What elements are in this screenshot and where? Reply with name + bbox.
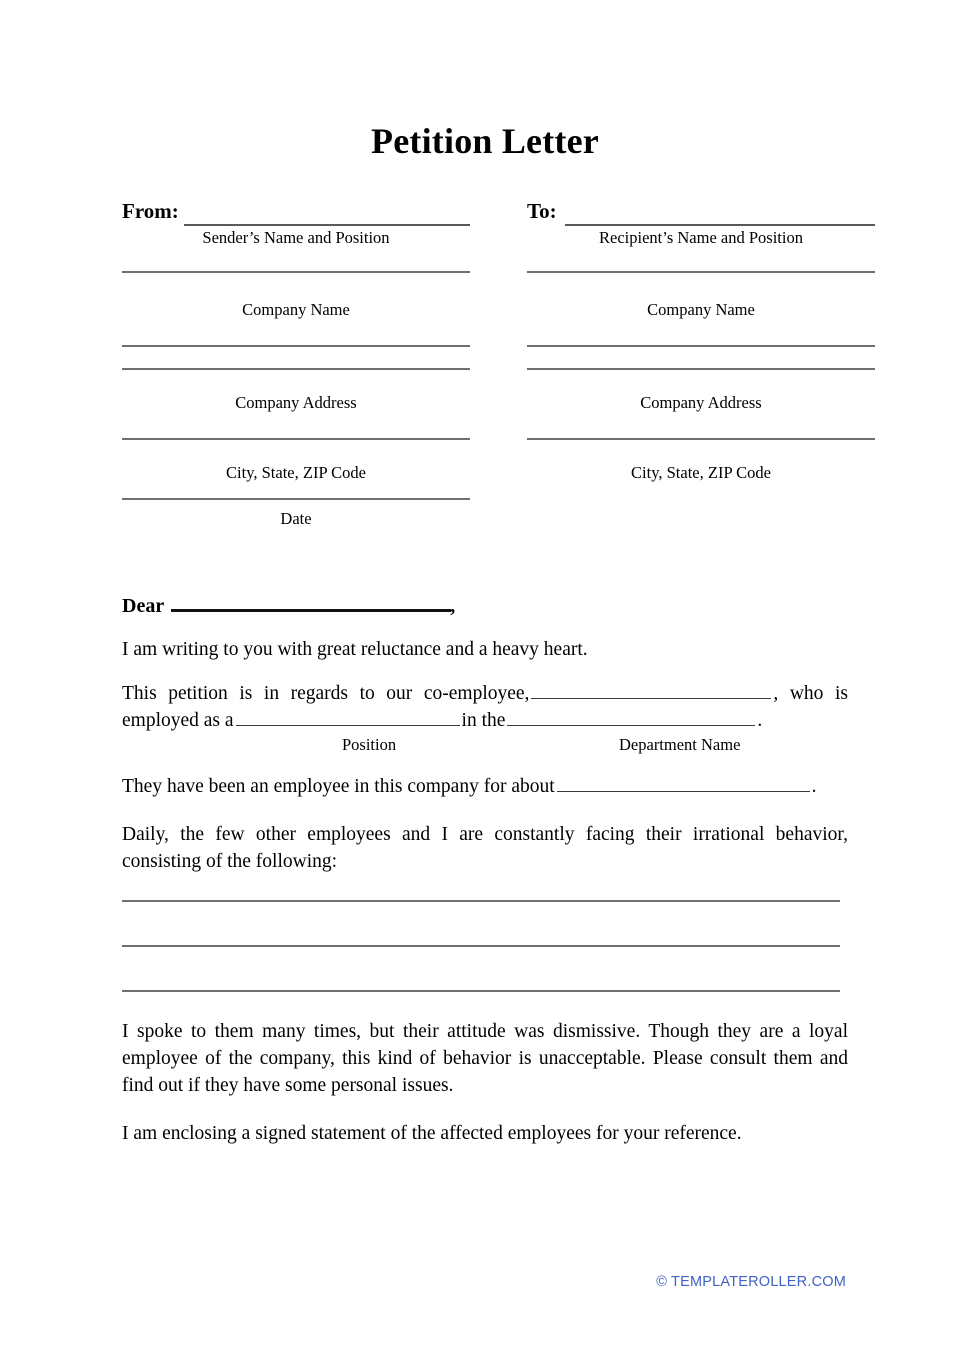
- caption-department-name: Department Name: [619, 735, 741, 754]
- salutation-label: Dear: [122, 595, 165, 617]
- p2-text-part-3: in the: [461, 710, 506, 731]
- sender-header-row: [122, 198, 470, 228]
- body-paragraph-1: I am writing to you with great reluctance and a heavy heart.: [122, 639, 588, 660]
- recipient-name-field-rule[interactable]: [565, 224, 875, 226]
- salutation-name-field[interactable]: [171, 592, 451, 612]
- to-label: To:: [527, 199, 557, 223]
- p2-text-part-1: This petition is in regards to our co-employee,: [122, 683, 530, 704]
- letter-closing: [122, 1018, 848, 1147]
- templateroller-watermark[interactable]: © TEMPLATEROLLER.COM: [656, 1274, 846, 1290]
- p2-text-part-4: .: [757, 710, 763, 731]
- date-caption: Date: [280, 509, 312, 528]
- page-title: Petition Letter: [371, 121, 599, 161]
- sender-caption-company-address: Company Address: [235, 393, 357, 412]
- body-paragraph-4: Daily, the few other employees and I are constantly facing their irrational behavior, consisting of the following:: [122, 824, 848, 872]
- recipient-caption-company-address: Company Address: [640, 393, 762, 412]
- write-line-3[interactable]: [122, 990, 840, 992]
- from-label: From:: [122, 199, 179, 223]
- recipient-header-row: [527, 198, 875, 228]
- date-block: [122, 498, 470, 529]
- p3-text-part-2: .: [811, 776, 817, 797]
- sender-caption-name-position: Sender’s Name and Position: [202, 228, 390, 247]
- p2-text-part-2: , who is employed as a: [122, 683, 848, 731]
- body-paragraph-3: [122, 773, 848, 800]
- body-paragraph-5: I spoke to them many times, but their attitude was dismissive. Though they are a loyal employee of the company, this kind of behavior is unacceptable. Please consult them and find out if they have some personal issues.: [122, 1021, 848, 1096]
- salutation-line: [122, 592, 455, 619]
- body-paragraph-6: I am enclosing a signed statement of the affected employees for your reference.: [122, 1123, 742, 1144]
- coemployee-name-field[interactable]: [531, 683, 771, 699]
- employment-duration-field[interactable]: [557, 776, 810, 792]
- sender-address-block: [122, 198, 470, 483]
- letter-body: [122, 636, 848, 875]
- caption-position: Position: [342, 735, 397, 754]
- recipient-caption-city-state-zip: City, State, ZIP Code: [631, 463, 771, 482]
- sender-caption-city-state-zip: City, State, ZIP Code: [226, 463, 366, 482]
- complaint-write-lines: [122, 900, 840, 992]
- p2-sub-captions: [122, 734, 848, 756]
- salutation-comma: ,: [450, 595, 456, 617]
- recipient-caption-name-position: Recipient’s Name and Position: [599, 228, 803, 247]
- sender-name-field-rule[interactable]: [184, 224, 470, 226]
- recipient-address-block: [527, 198, 875, 483]
- p3-text-part-1: They have been an employee in this company for about: [122, 776, 555, 797]
- sender-caption-company-name: Company Name: [242, 300, 350, 319]
- department-name-field[interactable]: [507, 710, 755, 726]
- body-paragraph-2: [122, 680, 848, 734]
- position-field[interactable]: [236, 710, 460, 726]
- recipient-caption-company-name: Company Name: [647, 300, 755, 319]
